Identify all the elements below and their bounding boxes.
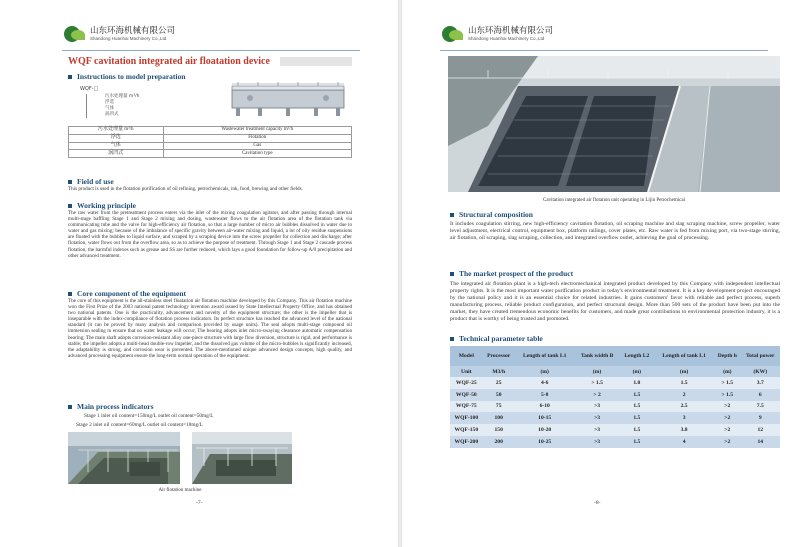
table-cell: 3.7 <box>741 377 781 389</box>
unit-header: M3/h <box>483 366 515 377</box>
table-cell: 涡凹式 <box>69 150 164 158</box>
indicator-line: Stage 2 inlet oil content=60mg/L outlet oil content=18mg/L <box>76 422 203 428</box>
table-cell: WQF-150 <box>450 424 483 436</box>
table-row <box>69 150 352 158</box>
field-of-use-text: This product is used in the flotation purification of oil refining, petrochemicals, ink, food, brewing and other fields. <box>68 186 303 192</box>
table-cell: 50 <box>483 389 515 401</box>
column-header: Tank width B <box>575 346 620 366</box>
bullet-square-icon <box>68 292 72 296</box>
table-cell: 6-10 <box>515 401 575 413</box>
right-header-rule <box>440 50 768 51</box>
bullet-square-icon <box>450 337 454 341</box>
table-cell: 7.5 <box>741 401 781 413</box>
table-cell: WQF-100 <box>450 412 483 424</box>
title-decoration-bar <box>280 57 352 66</box>
table-cell: > 1.5 <box>714 389 740 401</box>
table-cell: WQF-50 <box>450 389 483 401</box>
table-cell: 200 <box>483 436 515 448</box>
model-code: WQF-□ <box>80 86 99 92</box>
table-cell: 10-15 <box>515 412 575 424</box>
column-header: Depth h <box>714 346 740 366</box>
table-cell: Wastewater treatment capacity m³/h <box>163 127 351 135</box>
market-prospect-text: The integrated air flotation plant is a high-tech electromechanical integrated product developed by this Company with independent intellectual property rights. It is the most important water purification product in today's environmental treatment. It is a key development project encouraged by the national policy and it is an essential choice for related industries. It gains customers' favor with reliable and perfect process, superb manufacturing process, reliable product configuration, and perfect structural design. More than 500 sets of the product have been put into the market, they have created tremendous economic benefits for customers, and made great contributions to environmental protection industry, it is a product that is worthy of being trusted and promoted. <box>450 281 780 323</box>
table-cell: > 1.5 <box>575 377 620 389</box>
table-cell: 9 <box>741 412 781 424</box>
company-name-cn: 山东环海机械有限公司 <box>90 26 176 36</box>
table-cell: >3 <box>575 401 620 413</box>
table-cell: Flotation <box>163 134 351 142</box>
section-heading-core: Core component of the equipment <box>68 289 186 298</box>
table-row <box>450 412 780 424</box>
company-logo-icon <box>62 24 86 44</box>
table-cell: 10-20 <box>515 424 575 436</box>
table-cell: 污水处理量 m³/h <box>69 127 164 135</box>
model-legend <box>80 86 140 118</box>
right-header <box>440 24 553 44</box>
table-cell: 1.5 <box>620 424 655 436</box>
unit-header: (m) <box>620 366 655 377</box>
left-photo-caption: Air flotation machine <box>158 488 202 493</box>
working-principle-text: The raw water from the pretreatment process enters via the inlet of the mixing coagulation agitator, and after passing through internal multi-stage baffling Stage 1 and Stage 2 mixing and dosing, wastewater flows to the air flotation area of the flotation tank via communicating tube and the valve for high-efficiency air flotation, so that a large number of micro air bubbles dissolved in water due to water and gas mixing; because of the imbalance of specific gravity between air-water mixing and liquid, a lot of oily residue suspensions are floated with the bubbles to liquid surface, and scraped by a scraping device into the screw propeller for collection and discharge; after flotation, water flows out from the overflow area, so as to achieve the purpose of treatment. Through Stage 1 and Stage 2 cascade process flotation, the harmful indexes such as grease and SS are further reduced, which lays a good foundation for follow-up A/0 precipitation and other advanced treatment. <box>68 210 352 259</box>
table-cell: > 2 <box>575 389 620 401</box>
table-cell: 25 <box>483 377 515 389</box>
model-table <box>68 126 352 158</box>
table-row <box>69 127 352 135</box>
model-legend-line: 污水处理量 m³/h <box>86 94 140 100</box>
table-cell: WQF-200 <box>450 436 483 448</box>
table-cell: 1.5 <box>620 436 655 448</box>
section-heading-indicators: Main process indicators <box>68 402 154 411</box>
technical-parameter-table <box>450 346 780 448</box>
table-cell: 气体 <box>69 142 164 150</box>
section-heading-structural: Structural composition <box>450 210 533 219</box>
bullet-square-icon <box>68 204 72 208</box>
table-cell: 3.8 <box>654 424 714 436</box>
air-flotation-photo-1 <box>68 432 180 484</box>
table-cell: >3 <box>575 424 620 436</box>
table-cell: 75 <box>483 401 515 413</box>
company-name-cn: 山东环海机械有限公司 <box>468 26 554 36</box>
table-cell: 1.5 <box>654 377 714 389</box>
table-cell: 1.0 <box>620 377 655 389</box>
table-cell: 3 <box>654 412 714 424</box>
unit-header: (m) <box>714 366 740 377</box>
unit-header: (m) <box>654 366 714 377</box>
table-row <box>450 389 780 401</box>
page-number-left: -7- <box>196 500 203 506</box>
table-cell: 4-6 <box>515 377 575 389</box>
table-cell: >3 <box>575 436 620 448</box>
table-cell: > 1.5 <box>714 377 740 389</box>
table-cell: 14 <box>741 436 781 448</box>
company-name-en: Shandong Huanhai Machinery Co.,Ltd <box>90 36 167 41</box>
lijin-plant-photo <box>448 56 780 192</box>
table-row <box>450 436 780 448</box>
column-header: Length of tank L1 <box>515 346 575 366</box>
table-cell: 浮选 <box>69 134 164 142</box>
page-number-right: -8- <box>594 500 601 506</box>
table-cell: >2 <box>714 424 740 436</box>
table-cell: 6 <box>741 389 781 401</box>
table-row <box>450 401 780 413</box>
section-heading-principle: Working principle <box>68 201 136 210</box>
column-header: Processor <box>483 346 515 366</box>
right-photo-caption: Cavitation integrated air flotation unit operating in Lijin Petrochemical <box>543 198 685 203</box>
section-heading-instructions: Instructions to model preparation <box>68 72 185 81</box>
table-cell: >2 <box>714 436 740 448</box>
table-cell: WQF-75 <box>450 401 483 413</box>
table-row <box>450 424 780 436</box>
bullet-square-icon <box>68 75 72 79</box>
table-unit-row <box>450 366 780 377</box>
section-heading-field: Field of use <box>68 177 114 186</box>
bullet-square-icon <box>68 180 72 184</box>
table-row <box>69 134 352 142</box>
page-title: WQF cavitation integrated air floatation device <box>68 56 270 67</box>
column-header: Length of tank L1 <box>654 346 714 366</box>
table-header-row <box>450 346 780 366</box>
bullet-square-icon <box>68 405 72 409</box>
table-cell: 12 <box>741 424 781 436</box>
bullet-square-icon <box>450 272 454 276</box>
left-header-rule <box>62 50 360 51</box>
unit-header: Unit <box>450 366 483 377</box>
unit-header: (m) <box>575 366 620 377</box>
table-cell: 2.5 <box>654 401 714 413</box>
table-cell: 100 <box>483 412 515 424</box>
bullet-square-icon <box>450 213 454 217</box>
company-name-en: Shandong Huanhai Machinery Co.,Ltd <box>468 36 545 41</box>
column-header: Total power <box>741 346 781 366</box>
table-cell: Gas <box>163 142 351 150</box>
table-cell: 2 <box>654 389 714 401</box>
model-legend-line: 浮选 <box>86 100 140 106</box>
table-cell: Cavitation type <box>163 150 351 158</box>
table-cell: >2 <box>714 412 740 424</box>
column-header: Model <box>450 346 483 366</box>
company-logo-icon <box>440 24 464 44</box>
table-cell: 1.5 <box>620 389 655 401</box>
unit-header: (m) <box>515 366 575 377</box>
table-cell: 1.5 <box>620 401 655 413</box>
section-heading-technical: Technical parameter table <box>450 334 543 343</box>
air-flotation-photo-2 <box>192 432 292 484</box>
table-row <box>450 377 780 389</box>
flotation-tank-drawing <box>228 80 350 118</box>
column-header: Length L2 <box>620 346 655 366</box>
unit-header: (KW) <box>741 366 781 377</box>
table-cell: 1.5 <box>620 412 655 424</box>
table-cell: 10-25 <box>515 436 575 448</box>
table-cell: 5-8 <box>515 389 575 401</box>
structural-composition-text: It includes coagulation stirring, new high-efficiency cavitation flotation, oil scraping machine and slag scraping machine, screw propeller, water level adjustment, electrical control, equipment box, platform railings, cover plates, etc. Raw water is fed from mixing port, via two-stage stirring, air flotation, oil scraping, slag scraping, collection, and integrated overflow outlet, achieving the goal of processing. <box>450 221 780 242</box>
left-header <box>62 24 175 44</box>
table-row <box>69 142 352 150</box>
section-heading-market: The market prospect of the product <box>450 269 573 278</box>
table-cell: >2 <box>714 401 740 413</box>
table-cell: WQF-25 <box>450 377 483 389</box>
table-cell: >3 <box>575 412 620 424</box>
table-cell: 150 <box>483 424 515 436</box>
table-cell: 4 <box>654 436 714 448</box>
indicator-line: Stage 1 inlet oil content=150mg/L outlet oil content=50mg/L <box>84 413 214 419</box>
model-legend-line: 气体 <box>86 106 140 112</box>
core-component-text: The core of this equipment is the all-stainless steel floatation air flotation machine developed by this Company. This air flotation machine won the First Prize of the 2003 national patent technology invention award issued by State Intellectual Property Office, and has obtained two national patents. One is the practicality, advancement and novelty of the equipment structure; the other is the impeller that is inseparable with the index-compliance of flotation process indicators. Its perfect structure has reached the advanced level of the national standard (it can be proved by many analysis and comparison provided by usage units). The seal adopts multi-stage compound oil immersion sealing to ensure that no water leakage will occur; The bearing adopts inlet micro-swaying clearance automatic compensation bearing; The main shaft adopts corrosion-resistant alloy one-piece structure with large flow diversion, structure is rigid, and performance is stable; the impeller adopts a multi-head double-row impeller, and the dissolved gas volume of the micro-bubbles is significantly increased, the adaptability is strong, and corrosion wear is prevented. The above-mentioned unique advanced design concepts, high quality, and advanced processing equipment ensure the long-term normal operation of the equipment. <box>68 298 352 359</box>
model-legend-line: 涡凹式 <box>86 112 140 118</box>
